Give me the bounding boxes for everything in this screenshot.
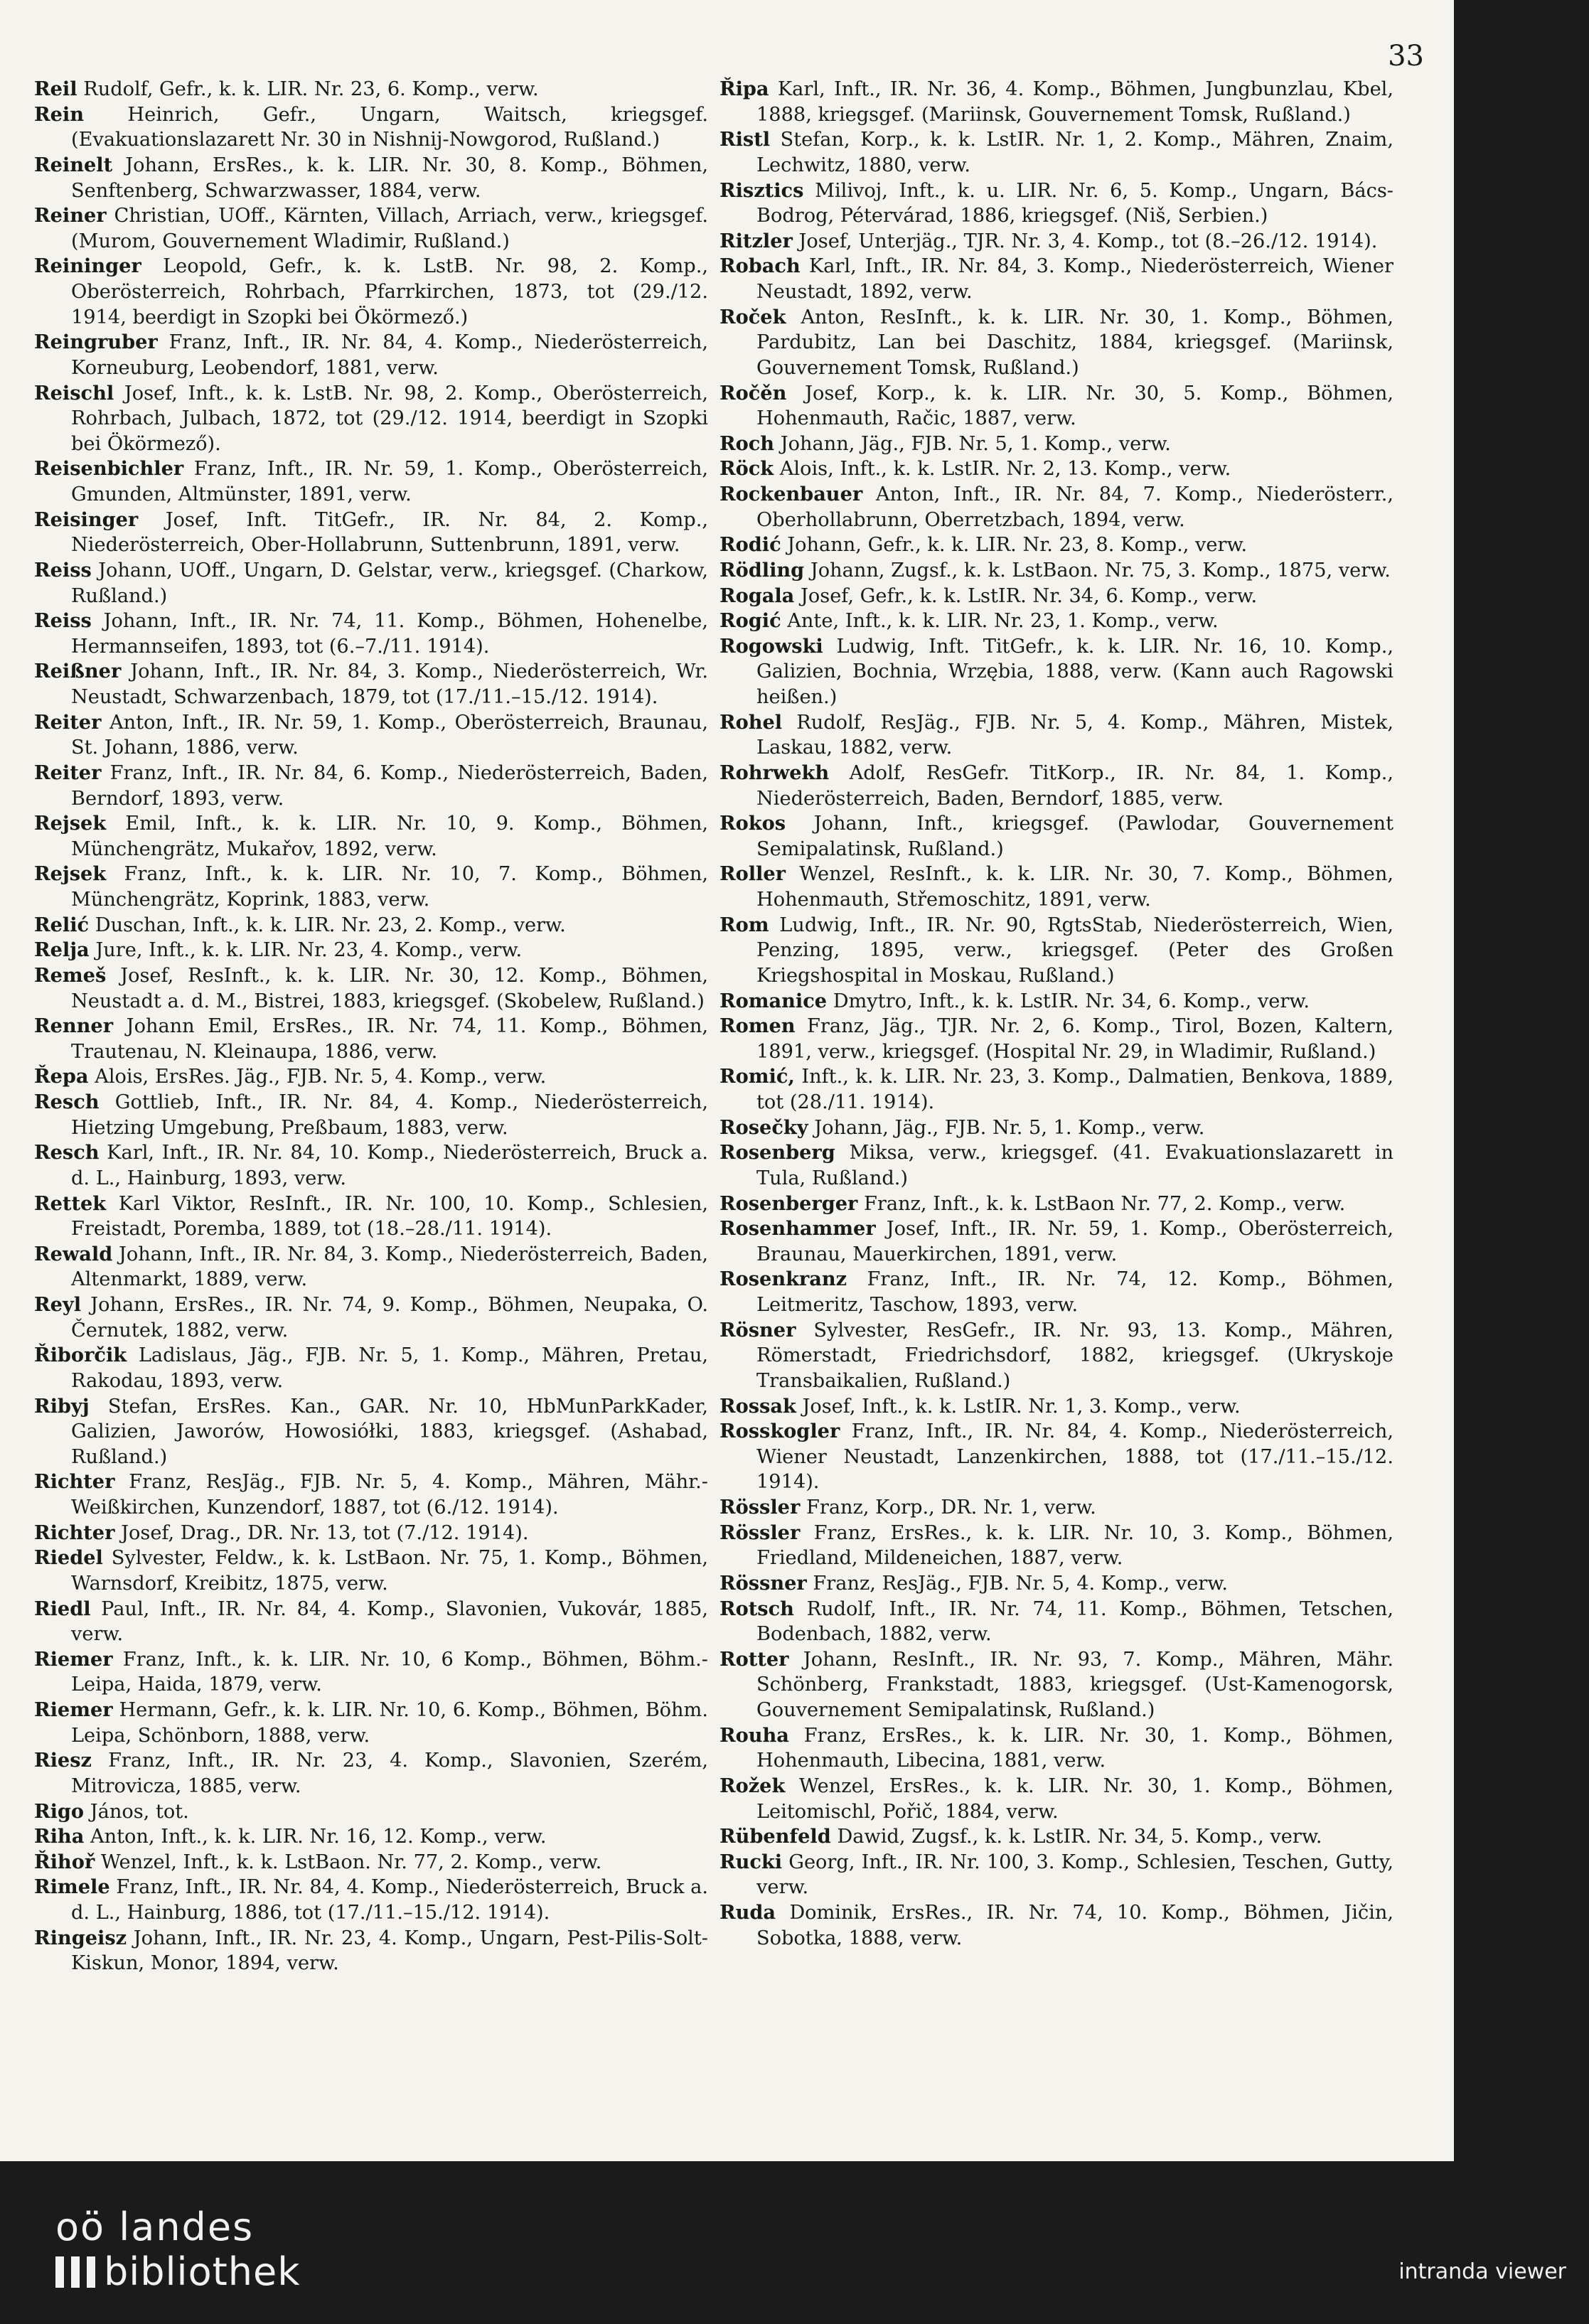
entry-name: Reiter [34,710,102,734]
entry-name: Rom [719,913,769,936]
entry-text: Johann, Inft., IR. Nr. 84, 3. Komp., Niederösterreich, Wr. Neustadt, Schwarzenbach, 1879, tot (17./11.–15./12. 1914). [71,660,708,708]
entry [719,1140,1393,1191]
entry [719,77,1393,127]
entry-text: Ante, Inft., k. k. LIR. Nr. 23, 1. Komp., verw. [787,610,1219,633]
entry-text: Wenzel, ResInft., k. k. LIR. Nr. 30, 7. Komp., Böhmen, Hohenmauth, Střemoschitz, 1891, verw. [756,863,1393,911]
entry-text: Johann, Gefr., k. k. LIR. Nr. 23, 8. Komp., verw. [787,534,1248,557]
entry-text: Josef, Unterjäg., TJR. Nr. 3, 4. Komp., tot (8.–26./12. 1914). [798,230,1378,252]
entry-name: Romić, [719,1065,795,1088]
entry-name: Rejsek [34,862,107,886]
entry-name: Rogić [719,609,781,633]
entry-text: Franz, Inft., IR. Nr. 84, 4. Komp., Niederösterreich, Bruck a. d. L., Hainburg, 1886, tot (17./11.–15./12. 1914). [71,1876,708,1924]
logo-text-line1: oö landes [55,2205,255,2249]
entry-name: Riedl [34,1597,91,1620]
entry [719,1850,1393,1900]
entry [719,989,1393,1014]
entry [719,381,1393,432]
entry-text: Hermann, Gefr., k. k. LIR. Nr. 10, 6. Komp., Böhmen, Böhm. Leipa, Schönborn, 1888, verw. [71,1699,708,1747]
entry [34,1394,708,1470]
entry [34,1140,708,1191]
entry [719,811,1393,862]
entry-name: Rohel [719,710,783,734]
entry-text: Franz, Korp., DR. Nr. 1, verw. [806,1496,1096,1519]
entry-text: János, tot. [90,1800,189,1823]
entry [719,710,1393,761]
entry-name: Ringeisz [34,1926,127,1949]
entry [34,811,708,862]
entry-name: Rosskogler [719,1420,840,1443]
entry-text: Josef, ResInft., k. k. LIR. Nr. 30, 12. Komp., Böhmen, Neustadt a. d. M., Bistrei, 1883, kriegsgef. (Skobelew, Rußland.) [71,964,708,1012]
entry-text: Wenzel, ErsRes., k. k. LIR. Nr. 30, 1. Komp., Böhmen, Leitomischl, Pořič, 1884, verw. [756,1774,1393,1823]
entry-name: Reingruber [34,331,158,354]
entry-text: Johann, ErsRes., IR. Nr. 74, 9. Komp., Böhmen, Neupaka, O. Černutek, 1882, verw. [71,1294,708,1342]
entry-name: Roček [719,305,786,328]
entry [719,1115,1393,1141]
entry [34,1926,708,1976]
entry-text: Karl, Inft., IR. Nr. 36, 4. Komp., Böhmen, Jungbunzlau, Kbel, 1888, kriegsgef. (Mariinsk, Gouvernement Tomsk, Rußland.) [756,78,1393,126]
entry-text: Stefan, ErsRes. Kan., GAR. Nr. 10, HbMunParkKader, Galizien, Jaworów, Howosiółki, 1883, kriegsgef. (Ashabad, Rußland.) [71,1395,708,1468]
entry [719,1216,1393,1267]
entry-text: Adolf, ResGefr. TitKorp., IR. Nr. 84, 1. Komp., Niederösterreich, Baden, Berndorf, 1885, verw. [756,761,1393,810]
entry [34,710,708,761]
entry-text: Wenzel, Inft., k. k. LstBaon. Nr. 77, 2. Komp., verw. [100,1851,602,1873]
entry-text: Johann Emil, ErsRes., IR. Nr. 74, 11. Komp., Böhmen, Trautenau, N. Kleinaupa, 1886, verw. [71,1015,708,1063]
entry-name: Rein [34,102,84,126]
library-logo[interactable] [55,2205,301,2295]
entry-text: Ladislaus, Jäg., FJB. Nr. 5, 1. Komp., Mähren, Pretau, Rakodau, 1893, verw. [71,1344,708,1392]
entry-name: Rödling [719,558,805,582]
entry-name: Řiborčik [34,1344,127,1367]
entry [34,1064,708,1090]
logo-row2 [55,2249,301,2295]
entry-name: Rogowski [719,634,823,658]
entry-name: Ruda [719,1901,776,1924]
entry [34,1824,708,1850]
right-column [719,77,1393,1951]
entry [719,432,1393,457]
entry-text: Josef, Inft., IR. Nr. 59, 1. Komp., Oberösterreich, Braunau, Mauerkirchen, 1891, verw. [756,1218,1393,1265]
entry [719,634,1393,710]
entry-name: Roch [719,432,775,455]
entry [719,1824,1393,1850]
entry-name: Röck [719,457,774,481]
entry [34,77,708,102]
entry [719,584,1393,609]
entry [34,1850,708,1875]
entry-text: Heinrich, Gefr., Ungarn, Waitsch, kriegsgef. (Evakuationslazarett Nr. 30 in Nishnij-Nowgorod, Rußland.) [71,103,708,151]
entry-name: Reyl [34,1293,82,1316]
entry-name: Romen [719,1014,796,1038]
entry [34,963,708,1014]
entry-text: Rudolf, Inft., IR. Nr. 74, 11. Komp., Böhmen, Tetschen, Bodenbach, 1882, verw. [756,1597,1393,1646]
entry-name: Relić [34,913,90,936]
entry [719,1571,1393,1597]
entry-text: Christian, UOff., Kärnten, Villach, Arriach, verw., kriegsgef. (Murom, Gouvernement Wladimir, Rußland.) [71,205,708,252]
entry-text: Josef, Gefr., k. k. LstIR. Nr. 34, 6. Komp., verw. [800,584,1258,607]
entry-name: Řihoř [34,1850,95,1873]
entry-name: Riesz [34,1749,92,1772]
entry-name: Renner [34,1014,114,1038]
entry-name: Rockenbauer [719,483,863,505]
entry-text: Franz, Inft., IR. Nr. 84, 4. Komp., Niederösterreich, Wiener Neustadt, Lanzenkirchen, 1888, tot (17./11.–15./12. 1914). [756,1420,1393,1494]
entry-text: Johann, Inft., kriegsgef. (Pawlodar, Gouvernement Semipalatinsk, Rußland.) [756,813,1393,860]
entry-text: Johann, Inft., IR. Nr. 23, 4. Komp., Ungarn, Pest-Pilis-Solt-Kiskun, Monor, 1894, verw. [71,1927,708,1975]
entry-name: Rosenkranz [719,1268,847,1291]
entry [34,938,708,963]
entry-name: Rogala [719,584,795,607]
entry [719,1192,1393,1217]
entry-text: Franz, Inft., k. k. LstBaon Nr. 77, 2. Komp., verw. [864,1192,1346,1215]
entry-text: Stefan, Korp., k. k. LstIR. Nr. 1, 2. Komp., Mähren, Znaim, Lechwitz, 1880, verw. [756,129,1393,176]
entry-text: Josef, Inft. TitGefr., IR. Nr. 84, 2. Komp., Niederösterreich, Ober-Hollabrunn, Suttenbrunn, 1891, verw. [71,508,708,557]
entry-text: Franz, Inft., IR. Nr. 84, 6. Komp., Niederösterreich, Baden, Berndorf, 1893, verw. [71,761,708,810]
entry-text: Franz, Jäg., TJR. Nr. 2, 6. Komp., Tirol, Bozen, Kaltern, 1891, verw., kriegsgef. (Hospital Nr. 29, in Wladimir, Rußland.) [756,1015,1393,1063]
entry [34,913,708,938]
entry-text: Anton, ResInft., k. k. LIR. Nr. 30, 1. Komp., Böhmen, Pardubitz, Lan bei Daschitz, 1884, kriegsgef. (Mariinsk, Gouvernement Tomsk, Rußland.) [756,306,1393,379]
entry [719,1419,1393,1495]
entry-name: Rotter [719,1647,789,1671]
entry-name: Reißner [34,660,122,683]
entry [719,1495,1393,1521]
entry-name: Ritzler [719,229,793,252]
entry-name: Robach [719,255,801,278]
entry-name: Rucki [719,1850,783,1873]
entry-text: Karl, Inft., IR. Nr. 84, 3. Komp., Niederösterreich, Wiener Neustadt, 1892, verw. [756,255,1393,303]
entry-name: Rimele [34,1875,110,1899]
entry [34,862,708,912]
viewer-label: intranda viewer [1398,2259,1566,2284]
entry [719,609,1393,634]
entry [719,456,1393,482]
entry [719,532,1393,558]
entry-name: Rewald [34,1242,113,1265]
entry-text: Paul, Inft., IR. Nr. 84, 4. Komp., Slavonien, Vukovár, 1885, verw. [71,1597,708,1646]
entry-text: Franz, ResJäg., FJB. Nr. 5, 4. Komp., verw. [813,1572,1228,1595]
entry-name: Reiss [34,609,92,633]
entry-name: Rodić [719,533,781,557]
entry-name: Rosenhammer [719,1217,876,1241]
entry [719,862,1393,912]
entry-text: Sylvester, ResGefr., IR. Nr. 93, 13. Komp., Mähren, Römerstadt, Friedrichsdorf, 1882, kriegsgef. (Ukryskoje Transbaikalien, Rußland.) [756,1319,1393,1392]
entry [719,558,1393,584]
entry-name: Resch [34,1141,100,1164]
entry-name: Rotsch [719,1597,794,1620]
entry-name: Reischl [34,381,114,405]
entry-text: Franz, Inft., IR. Nr. 74, 12. Komp., Böhmen, Leitmeritz, Taschow, 1893, verw. [756,1268,1393,1316]
left-column [34,77,708,1976]
entry [719,1723,1393,1774]
entry-text: Josef, Inft., k. k. LstB. Nr. 98, 2. Komp., Oberösterreich, Rohrbach, Julbach, 1872, tot (29./12. 1914, beerdigt in Szopki bei Ökörmező). [71,382,708,455]
entry-text: Duschan, Inft., k. k. LIR. Nr. 23, 2. Komp., verw. [95,914,566,936]
entry-name: Riha [34,1825,85,1848]
entry-name: Reiner [34,204,107,227]
entry-text: Franz, Inft., IR. Nr. 23, 4. Komp., Slavonien, Szerém, Mitrovicza, 1885, verw. [71,1750,708,1797]
entry [719,305,1393,381]
entry-text: Karl Viktor, ResInft., IR. Nr. 100, 10. Komp., Schlesien, Freistadt, Poremba, 1889, tot (18.–28./11. 1914). [71,1192,708,1241]
entry [719,1647,1393,1723]
entry-text: Johann, Jäg., FJB. Nr. 5, 1. Komp., verw. [780,432,1171,455]
logo-text-line2: bibliothek [104,2249,301,2294]
entry-name: Ročěn [719,381,787,405]
entry-text: Franz, Inft., k. k. LIR. Nr. 10, 7. Komp., Böhmen, Münchengrätz, Koprink, 1883, verw. [71,863,708,911]
entry-name: Řipa [719,77,769,100]
entry-name: Reiss [34,558,92,582]
entry-name: Reininger [34,255,141,278]
entry-name: Rössner [719,1571,807,1595]
entry-text: Josef, Inft., k. k. LstIR. Nr. 1, 3. Komp., verw. [802,1395,1241,1418]
entry [34,102,708,153]
entry-text: Franz, Inft., IR. Nr. 59, 1. Komp., Oberösterreich, Gmunden, Altmünster, 1891, verw. [71,458,708,505]
entry-name: Reil [34,77,77,100]
entry-text: Gottlieb, Inft., IR. Nr. 84, 4. Komp., Niederösterreich, Hietzing Umgebung, Preßbaum, 1883, verw. [71,1091,708,1139]
entry-text: Inft., k. k. LIR. Nr. 23, 3. Komp., Dalmatien, Benkova, 1889, tot (28./11. 1914). [756,1066,1393,1113]
entry-name: Richter [34,1470,115,1494]
entry-name: Rouha [719,1723,789,1747]
entry-name: Remeš [34,963,107,987]
entry-name: Ribyj [34,1394,90,1418]
entry [719,1900,1393,1951]
entry [34,381,708,457]
entry-text: Jure, Inft., k. k. LIR. Nr. 23, 4. Komp., verw. [95,939,523,962]
entry [719,1014,1393,1064]
entry-text: Ludwig, Inft. TitGefr., k. k. LIR. Nr. 16, 10. Komp., Galizien, Bochnia, Wrzębia, 1888, verw. (Kann auch Ragowski heißen.) [756,635,1393,708]
entry [34,761,708,811]
entry-name: Rohrwekh [719,761,830,784]
entry-name: Rübenfeld [719,1825,831,1848]
entry-name: Rosenberg [719,1141,835,1164]
entry-name: Rožek [719,1774,786,1797]
entry [34,254,708,330]
entry-text: Franz, ErsRes., k. k. LIR. Nr. 30, 1. Komp., Böhmen, Hohenmauth, Libecina, 1881, verw. [756,1724,1393,1772]
entry-text: Dominik, ErsRes., IR. Nr. 74, 10. Komp., Böhmen, Jičin, Sobotka, 1888, verw. [756,1902,1393,1949]
entry [34,1192,708,1242]
entry [34,1546,708,1596]
entry [34,508,708,558]
entry-name: Rösner [719,1318,796,1342]
entry-name: Rössler [719,1496,801,1519]
entry-name: Rokos [719,812,786,835]
entry-name: Rössler [719,1521,801,1544]
entry-name: Reisinger [34,508,139,531]
entry-text: Rudolf, Gefr., k. k. LIR. Nr. 23, 6. Komp., verw. [83,78,539,100]
viewer-footer [0,2161,1589,2324]
entry [719,1394,1393,1420]
entry-text: Miksa, verw., kriegsgef. (41. Evakuationslazarett in Tula, Rußland.) [756,1142,1393,1189]
entry [34,1242,708,1292]
entry-text: Georg, Inft., IR. Nr. 100, 3. Komp., Schlesien, Teschen, Gutty, verw. [756,1851,1393,1899]
entry-text: Franz, ErsRes., k. k. LIR. Nr. 10, 3. Komp., Böhmen, Friedland, Mildeneichen, 1887, verw. [756,1521,1393,1570]
entry-name: Riemer [34,1647,113,1671]
entry-text: Anton, Inft., k. k. LIR. Nr. 16, 12. Komp., verw. [90,1826,547,1848]
entry [34,1647,708,1698]
entry-name: Rosečky [719,1115,808,1139]
entry-name: Rigo [34,1799,85,1823]
entry-text: Ludwig, Inft., IR. Nr. 90, RgtsStab, Niederösterreich, Wien, Penzing, 1895, verw., kriegsgef. (Peter des Großen Kriegshospital in Moskau, Rußland.) [756,914,1393,987]
entry-name: Relja [34,938,90,962]
entry-name: Resch [34,1091,100,1113]
entry [34,153,708,203]
entry-text: Josef, Korp., k. k. LIR. Nr. 30, 5. Komp., Böhmen, Hohenmauth, Račic, 1887, verw. [756,382,1393,430]
entry-name: Rettek [34,1192,107,1215]
entry-text: Johann, UOff., Ungarn, D. Gelstar, verw., kriegsgef. (Charkow, Rußland.) [71,559,708,607]
entry [34,456,708,507]
entry [34,609,708,659]
entry-text: Emil, Inft., k. k. LIR. Nr. 10, 9. Komp., Böhmen, Münchengrätz, Mukařov, 1892, verw. [71,813,708,860]
entry-name: Reiter [34,761,102,784]
entry [719,1597,1393,1647]
entry-text: Sylvester, Feldw., k. k. LstBaon. Nr. 75, 1. Komp., Böhmen, Warnsdorf, Kreibitz, 1875, verw. [71,1547,708,1595]
entry [719,178,1393,229]
entry-name: Roller [719,862,786,886]
entry [719,761,1393,811]
entry [34,1090,708,1140]
entry-text: Leopold, Gefr., k. k. LstB. Nr. 98, 2. Komp., Oberösterreich, Rohrbach, Pfarrkirchen, 1873, tot (29./12. 1914, beerdigt in Szopki bei Ökörmező.) [71,255,708,328]
entry-text: Johann, Inft., IR. Nr. 84, 3. Komp., Niederösterreich, Baden, Altenmarkt, 1889, verw. [71,1243,708,1291]
entry-text: Alois, ErsRes. Jäg., FJB. Nr. 5, 4. Komp., verw. [95,1066,547,1088]
entry [719,127,1393,178]
entry-text: Josef, Drag., DR. Nr. 13, tot (7./12. 1914). [121,1521,529,1544]
entry-name: Richter [34,1521,115,1544]
entry-text: Johann, Jäg., FJB. Nr. 5, 1. Komp., verw. [814,1116,1205,1139]
entry [719,1774,1393,1824]
entry-text: Alois, Inft., k. k. LstIR. Nr. 2, 13. Komp., verw. [779,458,1231,481]
entry-text: Johann, ErsRes., k. k. LIR. Nr. 30, 8. Komp., Böhmen, Senftenberg, Schwarzwasser, 1884, verw. [71,154,708,202]
entry-text: Dmytro, Inft., k. k. LstIR. Nr. 34, 6. Komp., verw. [833,990,1310,1012]
entry [719,1064,1393,1115]
entry [34,1799,708,1825]
entry-text: Dawid, Zugsf., k. k. LstIR. Nr. 34, 5. Komp., verw. [837,1826,1322,1848]
entry [719,254,1393,304]
entry [34,659,708,709]
entry [719,1318,1393,1394]
entry [34,1292,708,1343]
entry [719,913,1393,989]
entry [34,1014,708,1064]
entry [34,1875,708,1925]
entry [34,330,708,380]
entry [34,1748,708,1799]
page-number: 33 [1388,40,1424,73]
entry-name: Rossak [719,1394,796,1418]
entry-name: Riedel [34,1546,103,1570]
entry-text: Franz, Inft., k. k. LIR. Nr. 10, 6 Komp., Böhmen, Böhm.-Leipa, Haida, 1879, verw. [71,1648,708,1696]
entry-text: Anton, Inft., IR. Nr. 84, 7. Komp., Niederösterr., Oberhollabrunn, Oberretzbach, 1894, verw. [756,483,1393,531]
entry [719,229,1393,255]
entry [34,1469,708,1520]
entry-text: Rudolf, ResJäg., FJB. Nr. 5, 4. Komp., Mähren, Mistek, Laskau, 1882, verw. [756,711,1393,759]
entry [34,1343,708,1393]
entry-name: Řepa [34,1065,89,1088]
entry-text: Johann, Zugsf., k. k. LstBaon. Nr. 75, 3. Komp., 1875, verw. [810,559,1391,582]
entry [34,1521,708,1546]
logo-bars-icon [55,2256,97,2288]
entry-name: Rosenberger [719,1192,858,1215]
entry-name: Risztics [719,178,804,202]
entry-name: Reinelt [34,153,113,176]
entry-name: Romanice [719,989,828,1012]
entry [719,482,1393,532]
entry-text: Johann, ResInft., IR. Nr. 93, 7. Komp., Mähren, Mähr. Schönberg, Frankstadt, 1883, kriegsgef. (Ust-Kamenogorsk, Gouvernement Semipalatinsk, Rußland.) [756,1648,1393,1721]
entry [34,1698,708,1748]
entry-name: Ristl [719,128,771,151]
entry-text: Milivoj, Inft., k. u. LIR. Nr. 6, 5. Komp., Ungarn, Bács-Bodrog, Pétervárad, 1886, kriegsgef. (Niš, Serbien.) [756,179,1393,227]
entry-text: Franz, ResJäg., FJB. Nr. 5, 4. Komp., Mähren, Mähr.-Weißkirchen, Kunzendorf, 1887, tot (6./12. 1914). [71,1471,708,1519]
entry [34,558,708,609]
entry-text: Franz, Inft., IR. Nr. 84, 4. Komp., Niederösterreich, Korneuburg, Leobendorf, 1881, verw. [71,331,708,379]
entry-text: Karl, Inft., IR. Nr. 84, 10. Komp., Niederösterreich, Bruck a. d. L., Hainburg, 1893, verw. [71,1142,708,1189]
entry-text: Anton, Inft., IR. Nr. 59, 1. Komp., Oberösterreich, Braunau, St. Johann, 1886, verw. [71,711,708,759]
entry-name: Reisenbichler [34,457,184,481]
entry-name: Riemer [34,1698,113,1721]
entry [719,1521,1393,1571]
entry [34,203,708,254]
entry-name: Rejsek [34,812,107,835]
entry [34,1597,708,1647]
entry-text: Johann, Inft., IR. Nr. 74, 11. Komp., Böhmen, Hohenelbe, Hermannseifen, 1893, tot (6.–7./11. 1914). [71,610,708,658]
entry [719,1267,1393,1317]
